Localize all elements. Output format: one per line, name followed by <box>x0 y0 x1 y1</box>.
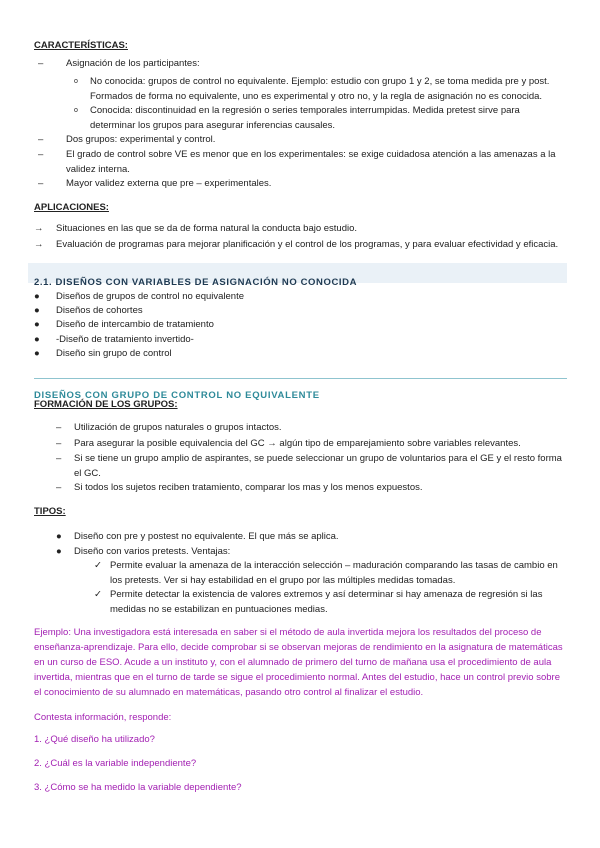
question-3: 3. ¿Cómo se ha medido la variable dependiente? <box>34 782 242 793</box>
caracteristicas-item <box>38 133 563 148</box>
item-text: Evaluación de programas para mejorar planificación y el control de los programas, y para evaluar efectividad y eficacia. <box>56 239 559 250</box>
aplicaciones-heading: APLICACIONES: <box>34 202 109 213</box>
formacion-item <box>56 437 564 452</box>
formacion-item <box>56 481 564 496</box>
formacion-item <box>56 421 564 436</box>
sub-item <box>74 75 564 104</box>
item-text: Diseños de cohortes <box>56 305 143 316</box>
tipo-item <box>56 530 564 545</box>
item-text: Permite evaluar la amenaza de la interacción selección – maduración comparando las tasas de cambio en los pretests. Ver si hay estabilidad en el grupo por las múltiples medidas tomadas. <box>110 560 558 586</box>
dash-bullet: – <box>38 58 44 69</box>
dot-bullet: ● <box>56 531 62 542</box>
dash-bullet: – <box>56 422 62 433</box>
aplicaciones-item <box>34 222 564 237</box>
caracteristicas-item <box>38 148 563 177</box>
item-text: Diseño de intercambio de tratamiento <box>56 319 214 330</box>
dash-bullet: – <box>38 178 44 189</box>
tipo-item <box>56 545 564 560</box>
item-text: Permite detectar la existencia de valores extremos y así determinar si hay amenaza de regresión si las medidas no se estabilizan en puntuaciones medias. <box>110 589 543 615</box>
dot-bullet: ● <box>56 546 62 557</box>
subsection-title: DISEÑOS CON GRUPO DE CONTROL NO EQUIVALENTE <box>34 389 320 401</box>
item-text: Diseños de grupos de control no equivalente <box>56 291 245 302</box>
design-list-item <box>34 290 534 305</box>
item-text: -Diseño de tratamiento invertido- <box>56 334 194 345</box>
example-paragraph: Ejemplo: Una investigadora está interesada en saber si el método de aula invertida mejora los resultados del proceso de enseñanza-aprendizaje. Para ello, decide comprobar si se observan mejoras de rendimiento en la asignatura de matemáticas en un curso de ESO. Acude a un instituto y, con el alumnado de primero del turno de mañana usa el procedimiento de aula invertida, mientras que en el turno de tarde se sigue el procedimiento normal. Antes del estudio, hace un control previo sobre el conocimiento de su alumnado en matemáticas, pasando otro control al finalizar el estudio. <box>34 627 563 698</box>
item-text: Diseño con varios pretests. Ventajas: <box>74 546 231 557</box>
dash-bullet: – <box>56 438 62 449</box>
caracteristicas-heading: CARACTERÍSTICAS: <box>34 40 128 51</box>
item-text: Asignación de los participantes: <box>66 58 200 69</box>
arrow-right-icon: → <box>34 223 44 234</box>
design-list-item <box>34 333 534 348</box>
item-text: Situaciones en las que se da de forma natural la conducta bajo estudio. <box>56 223 358 234</box>
dash-bullet: – <box>38 134 44 145</box>
item-text: Para asegurar la posible equivalencia del GC → algún tipo de emparejamiento sobre variables relevantes. <box>74 438 521 449</box>
caracteristicas-item <box>38 57 563 72</box>
aplicaciones-item <box>34 238 569 253</box>
item-text: Si todos los sujetos reciben tratamiento, comparar los mas y los menos expuestos. <box>74 482 423 493</box>
question-2: 2. ¿Cuál es la variable independiente? <box>34 758 197 769</box>
dot-bullet: ● <box>34 348 40 359</box>
checkmark-icon: ✓ <box>94 589 102 600</box>
item-text: Mayor validez externa que pre – experimentales. <box>66 178 272 189</box>
design-list-item <box>34 318 534 333</box>
dash-bullet: – <box>56 482 62 493</box>
sub-item <box>74 104 564 133</box>
ventaja-item <box>94 559 564 588</box>
dot-bullet: ● <box>34 334 40 345</box>
circle-bullet: o <box>74 78 78 85</box>
design-list-item <box>34 347 534 362</box>
design-list-item <box>34 304 534 319</box>
circle-bullet: o <box>74 107 78 114</box>
tipos-heading: TIPOS: <box>34 506 66 517</box>
item-text: No conocida: grupos de control no equivalente. Ejemplo: estudio con grupo 1 y 2, se toma medida pre y post. Formados de forma no equivalente, uno es experimental y otro no, y la regla de asignación no es conocida. <box>90 76 550 102</box>
item-text: Diseño con pre y postest no equivalente. El que más se aplica. <box>74 531 339 542</box>
checkmark-icon: ✓ <box>94 560 102 571</box>
item-text: Conocida: discontinuidad en la regresión o series temporales interrumpidas. Medida pretest sirve para determinar los grupos para asegurar inferencias causales. <box>90 105 520 131</box>
dot-bullet: ● <box>34 305 40 316</box>
arrow-right-icon: → <box>34 239 44 250</box>
dash-bullet: – <box>56 453 62 464</box>
dash-bullet: – <box>38 149 44 160</box>
item-text: Utilización de grupos naturales o grupos intactos. <box>74 422 282 433</box>
item-text: El grado de control sobre VE es menor que en los experimentales: se exige cuidadosa atención a las amenazas a la validez interna. <box>66 149 556 175</box>
formacion-heading: FORMACIÓN DE LOS GRUPOS: <box>34 399 178 410</box>
item-text: Diseño sin grupo de control <box>56 348 172 359</box>
item-text: Dos grupos: experimental y control. <box>66 134 216 145</box>
item-text: Si se tiene un grupo amplio de aspirantes, se puede seleccionar un grupo de voluntarios para el GE y el resto forma el GC. <box>74 453 562 479</box>
example-prompt: Contesta información, responde: <box>34 712 172 723</box>
section-divider <box>34 378 567 379</box>
dot-bullet: ● <box>34 291 40 302</box>
caracteristicas-item <box>38 177 563 192</box>
dot-bullet: ● <box>34 319 40 330</box>
ventaja-item <box>94 588 564 617</box>
question-1: 1. ¿Qué diseño ha utilizado? <box>34 734 155 745</box>
section-title: 2.1. DISEÑOS CON VARIABLES DE ASIGNACIÓN NO CONOCIDA <box>34 276 358 288</box>
formacion-item <box>56 452 564 481</box>
